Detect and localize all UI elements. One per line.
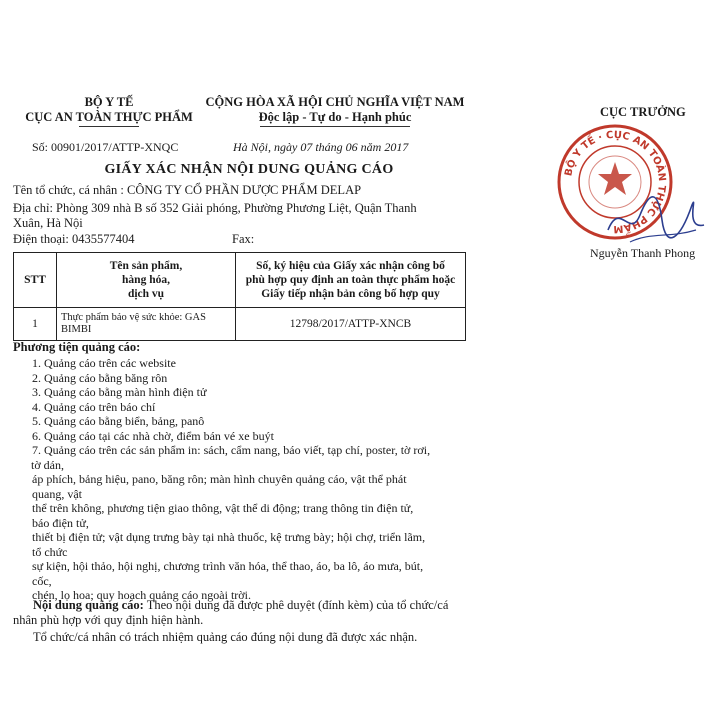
signature-underline: [630, 230, 696, 242]
national-header: [200, 95, 470, 127]
list-item: tổ chức: [32, 544, 68, 559]
list-item: cốc,: [32, 573, 52, 588]
signer-name: Nguyễn Thanh Phong: [590, 246, 696, 260]
media-list: [32, 356, 472, 603]
signer-title: CỤC TRƯỞNG: [600, 105, 686, 119]
list-item: 4. Quảng cáo trên báo chí: [32, 399, 156, 414]
header-divider: [79, 126, 139, 127]
address-line-1: Địa chỉ: Phòng 309 nhà B số 352 Giải phóng, Phường Phương Liệt, Quận Thanh: [13, 201, 417, 215]
table-header-row: [14, 253, 466, 308]
product-table: [13, 252, 466, 341]
list-item: báo điện tử,: [32, 515, 89, 530]
row-stt: 1: [14, 308, 57, 341]
list-item: thể trên không, phương tiện giao thông, vật thể di động; trang thông tin điện tử,: [32, 501, 414, 515]
certificate-header: [236, 253, 466, 308]
list-item: tờ dán,: [31, 457, 65, 472]
row-certificate: 12798/2017/ATTP-XNCB: [236, 308, 466, 341]
list-item: chén, lọ hoa; quy hoạch quảng cáo ngoài trời.: [32, 588, 251, 602]
list-item: 1. Quảng cáo trên các website: [32, 356, 176, 370]
content-label: Nội dung quảng cáo:: [33, 598, 144, 612]
list-item: 6. Quảng cáo tại các nhà chờ, điểm bán vé xe buýt: [32, 428, 274, 443]
product-header-line: Tên sản phẩm,: [109, 260, 183, 272]
document-title: GIẤY XÁC NHẬN NỘI DUNG QUẢNG CÁO: [104, 162, 394, 177]
certificate-header-line: phù hợp quy định an toàn thực phẩm hoặc: [245, 274, 456, 286]
document-number: Số: 00901/2017/ATTP-XNQC: [32, 140, 179, 154]
list-item: quang, vật: [32, 486, 82, 501]
product-header-line: hàng hóa,: [122, 274, 170, 286]
seal-text-path: BỘ Y TẾ · CỤC AN TOÀN THỰC PHẨM: [563, 129, 668, 235]
nation-name: CỘNG HÒA XÃ HỘI CHỦ NGHĨA VIỆT NAM: [205, 95, 465, 109]
certificate-header-line: Số, ký hiệu của Giấy xác nhận công bố: [256, 260, 445, 272]
content-text: Theo nội dung đã được phê duyệt (đính kèm) của tổ chức/cá nhân phù hợp với quy định hiện hành.: [13, 598, 449, 627]
phone-number: Điện thoại: 0435577404: [13, 232, 135, 246]
list-item: 2. Quảng cáo bằng băng rôn: [32, 370, 168, 385]
ministry-name: BỘ Y TẾ: [84, 95, 134, 109]
table-row: [14, 308, 466, 341]
ministry-header: [14, 95, 204, 127]
product-header: [57, 253, 236, 308]
address-line-2: Xuân, Hà Nội: [13, 216, 83, 230]
nation-motto: Độc lập - Tự do - Hạnh phúc: [258, 110, 412, 124]
list-item: thiết bị điện tử; vật dụng trưng bày tại nhà thuốc, kệ trưng bày; hội chợ, triển lãm,: [32, 530, 426, 544]
product-header-line: dịch vụ: [127, 288, 165, 300]
department-name: CỤC AN TOÀN THỰC PHẨM: [25, 110, 193, 124]
list-item: 3. Quảng cáo bằng màn hình điện tử: [32, 385, 207, 399]
place-date: Hà Nội, ngày 07 tháng 06 năm 2017: [233, 140, 409, 154]
list-item: 5. Quảng cáo bằng biển, bảng, panô: [32, 414, 205, 428]
list-item: 7. Quảng cáo trên các sản phẩm in: sách, cẩm nang, báo viết, tạp chí, poster, tờ rơi,: [32, 443, 431, 457]
responsibility-note: Tổ chức/cá nhân có trách nhiệm quảng cáo đúng nội dung đã được xác nhận.: [33, 630, 418, 644]
fax-number: Fax:: [232, 232, 255, 246]
stt-header: STT: [14, 253, 57, 308]
list-item: áp phích, bảng hiệu, pano, băng rôn; màn hình chuyên quảng cáo, vật thể phát: [32, 472, 407, 486]
list-item: sự kiện, hội thảo, hội nghị, chương trình văn hóa, thể thao, áo, ba lô, áo mưa, bút,: [32, 559, 424, 573]
organization-name: Tên tổ chức, cá nhân : CÔNG TY CỔ PHẦN DƯỢC PHẨM DELAP: [13, 183, 362, 197]
content-paragraph: [13, 598, 468, 628]
row-product: Thực phẩm bảo vệ sức khỏe: GAS BIMBI: [57, 308, 236, 341]
certificate-header-line: Giấy tiếp nhận bản công bố hợp quy: [261, 288, 440, 300]
media-heading: Phương tiện quảng cáo:: [13, 340, 141, 354]
motto-divider: [260, 126, 410, 127]
